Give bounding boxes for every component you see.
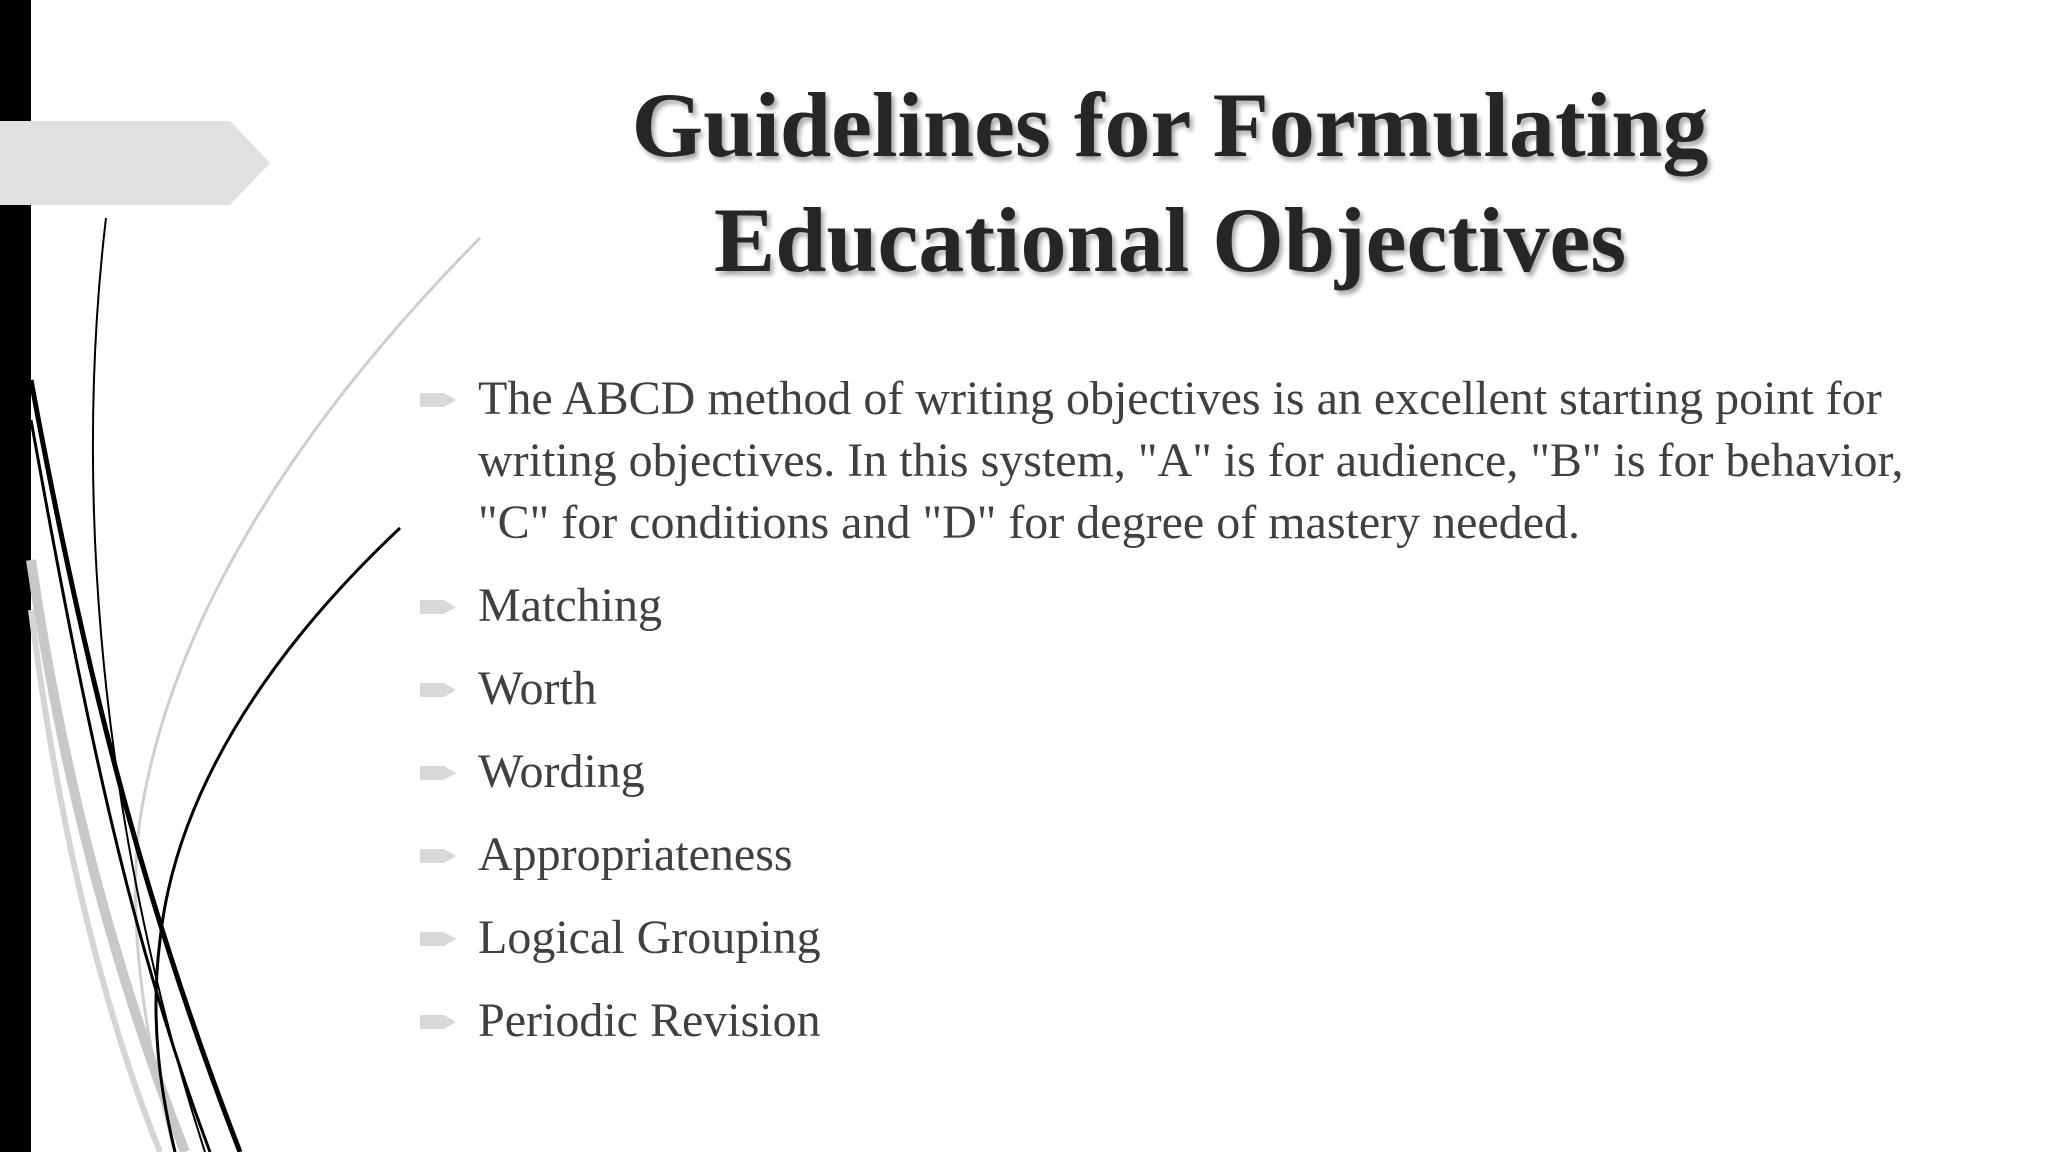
arrow-bullet-icon <box>420 597 456 617</box>
title-line-2: Educational Objectives <box>713 189 1627 291</box>
title-line-1: Guidelines for Formulating <box>631 74 1709 176</box>
swoosh-gray-3 <box>31 610 160 1152</box>
bullet-text: Worth <box>478 662 597 715</box>
arrow-bullet-icon <box>420 763 456 783</box>
bullet-item-wording <box>420 741 1960 803</box>
swoosh-black-1 <box>93 218 205 1152</box>
bullet-item-abcd <box>420 368 1960 554</box>
bullet-text: Matching <box>478 579 662 632</box>
bullet-text: Appropriateness <box>478 828 793 881</box>
bullet-text: Wording <box>478 745 645 798</box>
arrow-bullet-icon <box>420 846 456 866</box>
bullet-item-worth <box>420 658 1960 720</box>
arrow-bullet-icon <box>420 929 456 949</box>
bullet-item-logical-grouping <box>420 907 1960 969</box>
bullet-list <box>420 368 1960 1073</box>
arrow-bullet-icon <box>420 680 456 700</box>
swoosh-black-3 <box>31 420 210 1152</box>
bullet-item-matching <box>420 575 1960 637</box>
swoosh-gray-2 <box>31 560 185 1152</box>
bullet-text: The ABCD method of writing objectives is an excellent starting point for writing objectives. In this system, "A" is for audience, "B" is for behavior, "C" for conditions and "D" for degree of mastery needed. <box>478 372 1904 549</box>
arrow-bullet-icon <box>420 1012 456 1032</box>
tab-arrow-shape <box>0 121 270 205</box>
bullet-text: Logical Grouping <box>478 911 821 964</box>
bullet-text: Periodic Revision <box>478 994 821 1047</box>
bullet-item-periodic-revision <box>420 990 1960 1052</box>
bullet-item-appropriateness <box>420 824 1960 886</box>
arrow-bullet-icon <box>420 390 456 410</box>
slide-title <box>460 68 1880 298</box>
swoosh-black-4 <box>156 528 400 1152</box>
swoosh-black-2 <box>31 380 240 1152</box>
